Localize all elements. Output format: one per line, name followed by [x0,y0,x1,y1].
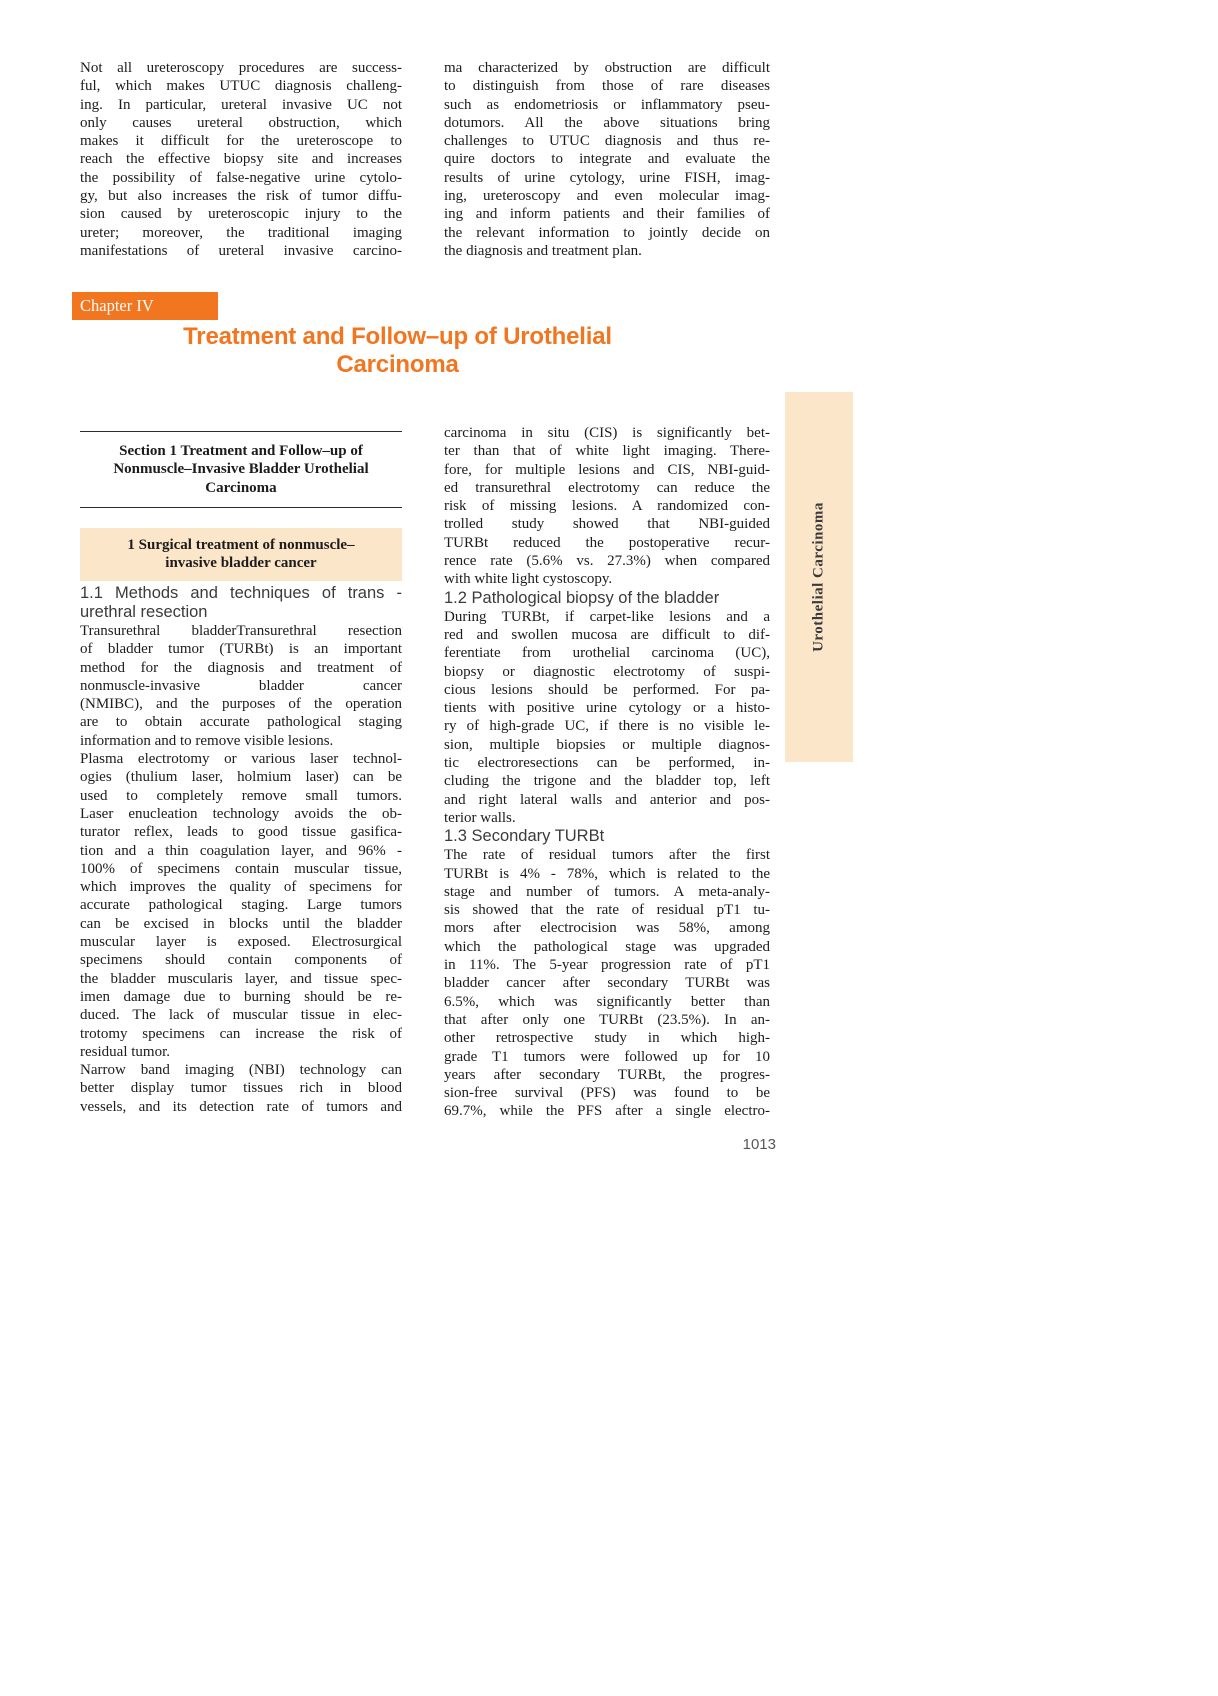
heading-1-1: 1.1 Methods and techniques of trans - urethral resection [80,584,402,621]
side-tab [785,392,853,762]
page-number: 1013 [742,1136,776,1153]
paragraph-nbi-technology: Narrow band imaging (NBI) technology can better display tumor tissues rich in blood vessels, and its detection rate of tumors and [80,1062,402,1115]
heading-1-3: 1.3 Secondary TURBt [444,827,605,846]
chapter-title [80,323,715,379]
paragraph-cis-nbi: carcinoma in situ (CIS) is significantly bet- ter than that of white light imaging. There- fore, for multiple lesions and CIS, NBI-guid- ed transurethral electrotomy can reduce the risk of missing lesions. A randomized con- trolled study showed that NBI-guided TURBt reduced the postoperative recur- rence rate (5.6% vs. 27.3%) when compared with white light cystoscopy. [444,425,770,588]
right-column [444,424,770,1121]
paragraph-turbt-intro: Transurethral bladderTransurethral resection of bladder tumor (TURBt) is an important method for the diagnosis and treatment of nonmuscle-invasive bladder cancer (NMIBC), and the purposes of the operation are to obtain accurate pathological staging information and to remove visible lesions. [80,623,402,749]
paragraph-plasma-electrotomy: Plasma electrotomy or various laser technol- ogies (thulium laser, holmium laser) can be used to completely remove small tumors. Laser enucleation technology avoids the ob- turator reflex, leads to good tissue gasifica- tion and a thin coagulation layer, and 96% - 100% of specimens contain muscular tissue, which improves the quality of specimens for accurate pathological staging. Large tumors can be excised in blocks until the bladder muscular layer is exposed. Electrosurgical specimens should contain components of the bladder muscularis layer, and tissue spec- imen damage due to burning should be re- duced. The lack of muscular tissue in elec- trotomy specimens can increase the risk of residual tumor. [80,751,402,1060]
intro-left-paragraph: Not all ureteroscopy procedures are success- ful, which makes UTUC diagnosis challeng- ing. In particular, ureteral invasive UC not only causes ureteral obstruction, which makes it difficult for the ureteroscope to reach the effective biopsy site and increases the possibility of false-negative urine cytolo- gy, but also increases the risk of tumor diffu- sion caused by ureteroscopic injury to the ureter; moreover, the traditional imaging manifestations of ureteral invasive carcino- [80,60,402,259]
section-1-heading: Section 1 Treatment and Follow–up of Nonmuscle–Invasive Bladder Urothelial Carcinoma [80,431,402,508]
chapter-banner [72,292,218,320]
paragraph-pathological-biopsy: During TURBt, if carpet-like lesions and a red and swollen mucosa are difficult to dif- ferentiate from urothelial carcinoma (UC), biopsy or diagnostic electrotomy of suspi- cious lesions should be performed. For pa- tients with positive urine cytology or a histo- ry of high-grade UC, if there is no visible le- sion, multiple biopsies or multiple diagnos- tic electroresections can be performed, in- cluding the trigone and the bladder top, left and right lateral walls and anterior and pos- terior walls. [444,608,770,826]
intro-right-paragraph: ma characterized by obstruction are difficult to distinguish from those of rare diseases such as endometriosis or inflammatory pseu- dotumors. All the above situations bring challenges to UTUC diagnosis and thus re- quire doctors to integrate and evaluate the results of urine cytology, urine FISH, imag- ing, ureteroscopy and even molecular imag- ing and inform patients and their families of the relevant information to jointly decide on the diagnosis and treatment plan. [444,60,770,259]
left-column [80,584,402,1116]
chapter-title-line1: Treatment and Follow–up of Urothelial [183,323,612,350]
heading-1-2: 1.2 Pathological biopsy of the bladder [444,588,720,607]
surgical-treatment-highlight-box: 1 Surgical treatment of nonmuscle– invasive bladder cancer [80,528,402,581]
chapter-title-line2: Carcinoma [336,351,459,378]
chapter-banner-label: Chapter IV [80,296,154,315]
paragraph-secondary-turbt: The rate of residual tumors after the first TURBt is 4% - 78%, which is related to the stage and number of tumors. A meta-analy- sis showed that the rate of residual pT1 tu- mors after electrocision was 58%, among which the pathological stage was upgraded in 11%. The 5-year progression rate of pT1 bladder cancer after secondary TURBt was 6.5%, which was significantly better than that after only one TURBt (23.5%). In an- other retrospective study in which high- grade T1 tumors were followed up for 10 years after secondary TURBt, the progres- sion-free survival (PFS) was found to be 69.7%, while the PFS after a single electro- [444,847,770,1120]
side-tab-label: Urothelial Carcinoma [810,502,827,652]
